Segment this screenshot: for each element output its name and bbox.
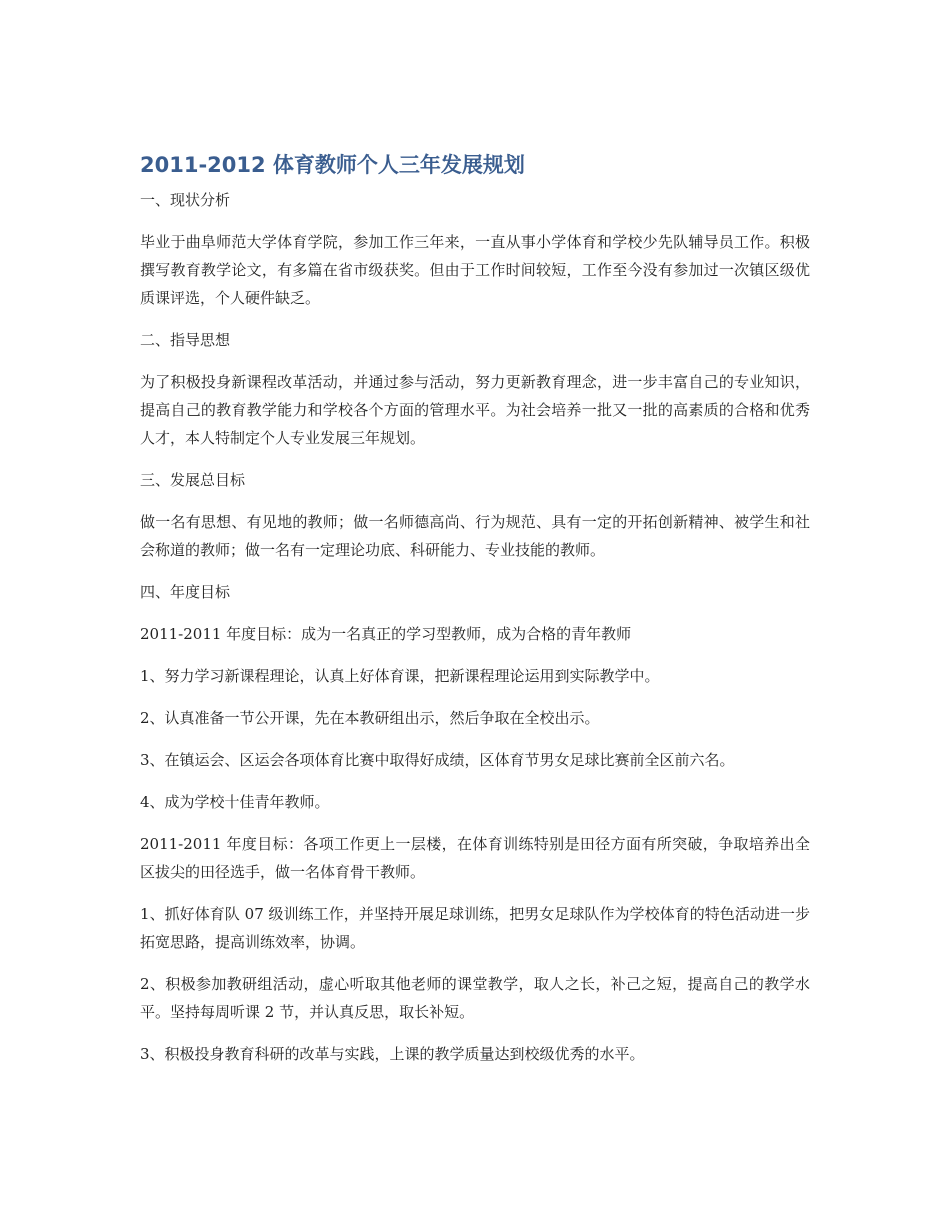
- section-heading: 四、年度目标: [140, 583, 231, 601]
- paragraph: 3、积极投身教育科研的改革与实践，上课的教学质量达到校级优秀的水平。: [140, 1045, 645, 1063]
- section-heading: 二、指导思想: [140, 331, 231, 349]
- paragraph: 1、努力学习新课程理论，认真上好体育课，把新课程理论运用到实际教学中。: [140, 667, 660, 685]
- section-heading: 三、发展总目标: [140, 471, 246, 489]
- paragraph: 2、认真准备一节公开课，先在本教研组出示，然后争取在全校出示。: [140, 709, 600, 727]
- paragraph: 2011-2011 年度目标：成为一名真正的学习型教师，成为合格的青年教师: [140, 625, 632, 643]
- paragraph: 2、积极参加教研组活动，虚心听取其他老师的课堂教学，取人之长，补己之短，提高自己的教学水平。坚持每周听课 2 节，并认真反思，取长补短。: [140, 975, 810, 1021]
- section-heading: 一、现状分析: [140, 191, 231, 209]
- paragraph: 为了积极投身新课程改革活动，并通过参与活动，努力更新教育理念，进一步丰富自己的专业知识，提高自己的教育教学能力和学校各个方面的管理水平。为社会培养一批又一批的高素质的合格和优秀人才，本人特制定个人专业发展三年规划。: [140, 373, 810, 447]
- paragraph: 1、抓好体育队 07 级训练工作，并坚持开展足球训练，把男女足球队作为学校体育的特色活动进一步拓宽思路，提高训练效率，协调。: [140, 905, 810, 951]
- paragraph: 2011-2011 年度目标：各项工作更上一层楼，在体育训练特别是田径方面有所突破，争取培养出全区拔尖的田径选手，做一名体育骨干教师。: [140, 835, 810, 881]
- paragraph: 做一名有思想、有见地的教师；做一名师德高尚、行为规范、具有一定的开拓创新精神、被学生和社会称道的教师；做一名有一定理论功底、科研能力、专业技能的教师。: [140, 513, 810, 559]
- paragraph: 毕业于曲阜师范大学体育学院，参加工作三年来，一直从事小学体育和学校少先队辅导员工作。积极撰写教育教学论文，有多篇在省市级获奖。但由于工作时间较短，工作至今没有参加过一次镇区级优质课评选，个人硬件缺乏。: [140, 233, 810, 307]
- paragraph: 4、成为学校十佳青年教师。: [140, 793, 330, 811]
- paragraph: 3、在镇运会、区运会各项体育比赛中取得好成绩，区体育节男女足球比赛前全区前六名。: [140, 751, 735, 769]
- document-title: 2011-2012 体育教师个人三年发展规划: [140, 153, 525, 177]
